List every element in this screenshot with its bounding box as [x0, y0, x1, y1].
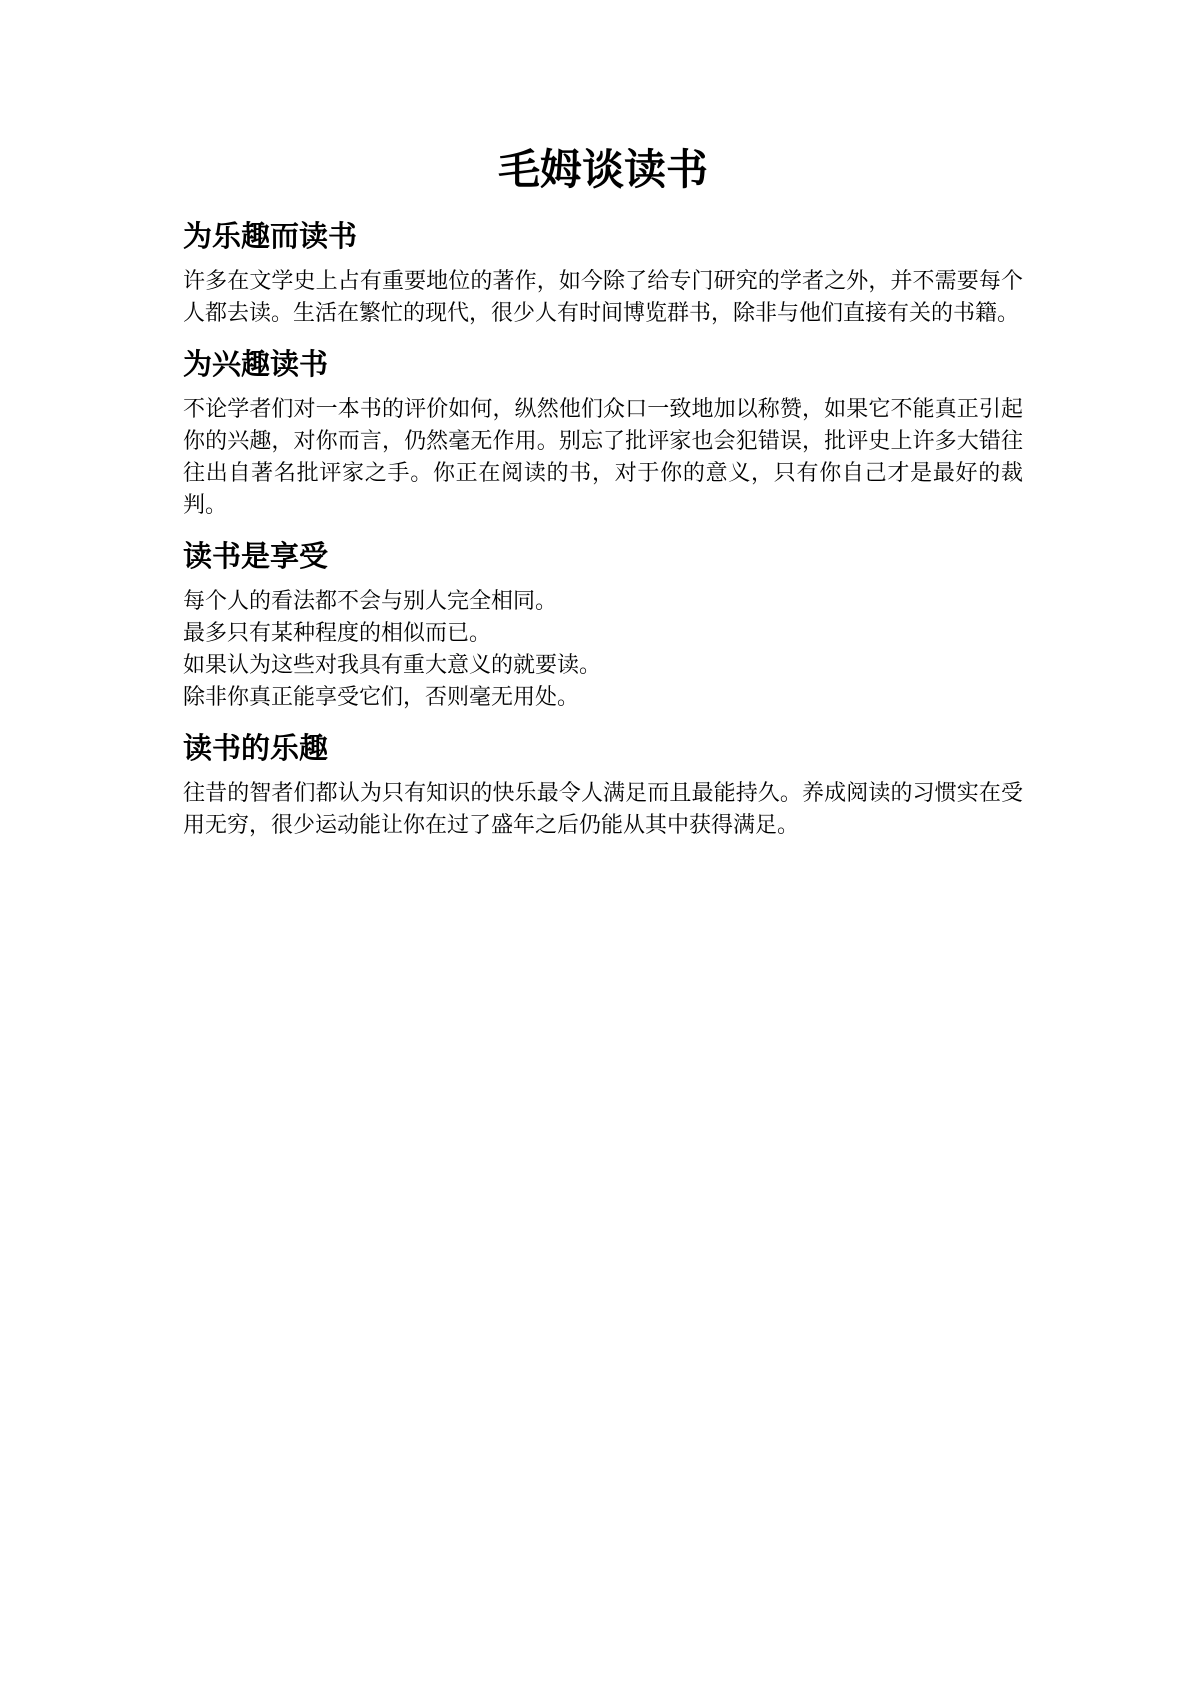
section-line: 最多只有某种程度的相似而已。 — [183, 621, 492, 646]
section-reading-is-enjoyment — [183, 534, 1023, 714]
section-line-group — [183, 586, 1023, 714]
section-reading-for-interest — [183, 342, 1023, 522]
section-line: 如果认为这些对我具有重大意义的就要读。 — [183, 653, 602, 678]
section-line: 每个人的看法都不会与别人完全相同。 — [183, 589, 558, 614]
section-reading-for-pleasure — [183, 214, 1023, 330]
section-paragraph: 往昔的智者们都认为只有知识的快乐最令人满足而且最能持久。养成阅读的习惯实在受用无穷，很少运动能让你在过了盛年之后仍能从其中获得满足。 — [183, 781, 1023, 838]
section-heading: 读书是享受 — [183, 539, 329, 573]
section-line: 除非你真正能享受它们，否则毫无用处。 — [183, 685, 580, 710]
document-title: 毛姆谈读书 — [497, 145, 708, 194]
section-joy-of-reading — [183, 726, 1023, 842]
section-heading: 读书的乐趣 — [183, 731, 329, 765]
document-content — [183, 140, 1023, 854]
section-heading: 为乐趣而读书 — [183, 219, 358, 253]
section-paragraph: 许多在文学史上占有重要地位的著作，如今除了给专门研究的学者之外，并不需要每个人都去读。生活在繁忙的现代，很少人有时间博览群书，除非与他们直接有关的书籍。 — [183, 269, 1023, 326]
section-heading: 为兴趣读书 — [183, 347, 329, 381]
section-paragraph: 不论学者们对一本书的评价如何，纵然他们众口一致地加以称赞，如果它不能真正引起你的兴趣，对你而言，仍然毫无作用。别忘了批评家也会犯错误，批评史上许多大错往往出自著名批评家之手。你正在阅读的书，对于你的意义，只有你自己才是最好的裁判。 — [183, 397, 1023, 518]
